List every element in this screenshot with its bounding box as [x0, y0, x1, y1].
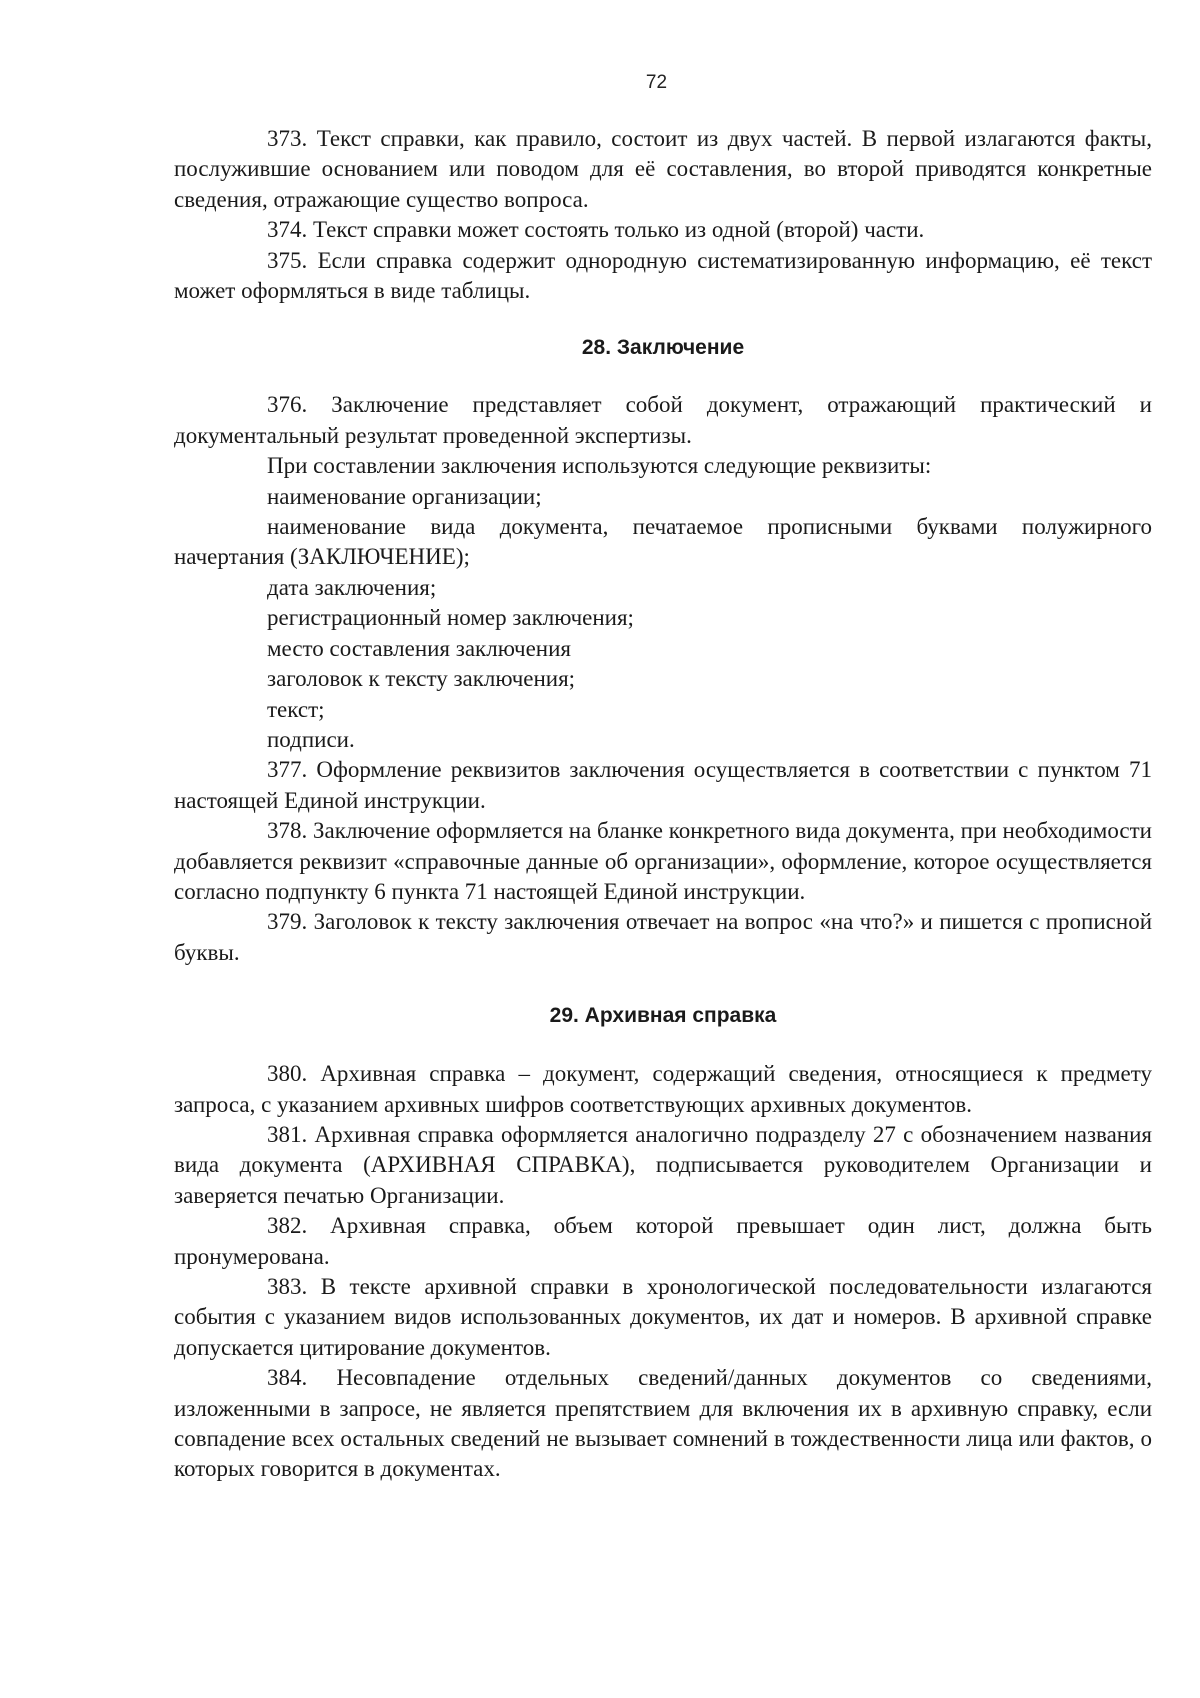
paragraph-378: 378. Заключение оформляется на бланке конкретного вида документа, при необходимости добавляется реквизит «справочные данные об организации», оформление, которое осуществляется согласно подпункту 6 пункта 71 настоящей Единой инструкции. — [174, 818, 1152, 904]
requisite-item: подписи. — [267, 726, 355, 752]
paragraph-377: 377. Оформление реквизитов заключения осуществляется в соответствии с пунктом 71 настоящей Единой инструкции. — [174, 757, 1152, 813]
requisite-item: дата заключения; — [267, 574, 437, 600]
paragraph-380: 380. Архивная справка – документ, содержащий сведения, относящиеся к предмету запроса, с указанием архивных шифров соответствующих архивных документов. — [174, 1061, 1152, 1117]
paragraph-381: 381. Архивная справка оформляется аналогично подразделу 27 с обозначением названия вида документа (АРХИВНАЯ СПРАВКА), подписывается руководителем Организации и заверяется печатью Организации. — [174, 1121, 1152, 1208]
requisite-item: регистрационный номер заключения; — [267, 605, 634, 631]
paragraph-379: 379. Заголовок к тексту заключения отвечает на вопрос «на что?» и пишется с прописной буквы. — [174, 909, 1152, 965]
requisites-intro: При составлении заключения используются следующие реквизиты: — [267, 453, 932, 479]
requisite-item: заголовок к тексту заключения; — [267, 666, 576, 692]
document-body — [174, 124, 1152, 1485]
page-number: 72 — [645, 72, 668, 93]
paragraph-373: 373. Текст справки, как правило, состоит из двух частей. В первой излагаются факты, послужившие основанием или поводом для её составления, во второй приводятся конкретные сведения, отражающие существо вопроса. — [174, 126, 1152, 212]
paragraph-375: 375. Если справка содержит однородную систематизированную информацию, её текст может оформляться в виде таблицы. — [174, 247, 1152, 304]
paragraph-384: 384. Несовпадение отдельных сведений/данных документов со сведениями, изложенными в запросе, не является препятствием для включения их в архивную справку, если совпадение всех остальных сведений не вызывает сомнений в тождественности лица или фактов, о которых говорится в документах. — [174, 1365, 1152, 1482]
paragraph-383: 383. В тексте архивной справки в хронологической последовательности излагаются события с указанием видов использованных документов, их дат и номеров. В архивной справке допускается цитирование документов. — [174, 1274, 1152, 1360]
paragraph-376: 376. Заключение представляет собой документ, отражающий практический и документальный результат проведенной экспертизы. — [174, 392, 1152, 448]
section-heading-29: 29. Архивная справка — [549, 1004, 777, 1028]
requisite-item: место составления заключения — [267, 635, 571, 661]
section-heading-28: 28. Заключение — [581, 336, 745, 360]
requisite-item: наименование организации; — [267, 483, 542, 509]
paragraph-382: 382. Архивная справка, объем которой превышает один лист, должна быть пронумерована. — [174, 1213, 1152, 1269]
requisite-item: наименование вида документа, печатаемое прописными буквами полужирного начертания (ЗАКЛЮЧЕНИЕ); — [174, 514, 1152, 570]
paragraph-374: 374. Текст справки может состоять только из одной (второй) части. — [267, 217, 925, 243]
requisite-item: текст; — [267, 696, 325, 722]
